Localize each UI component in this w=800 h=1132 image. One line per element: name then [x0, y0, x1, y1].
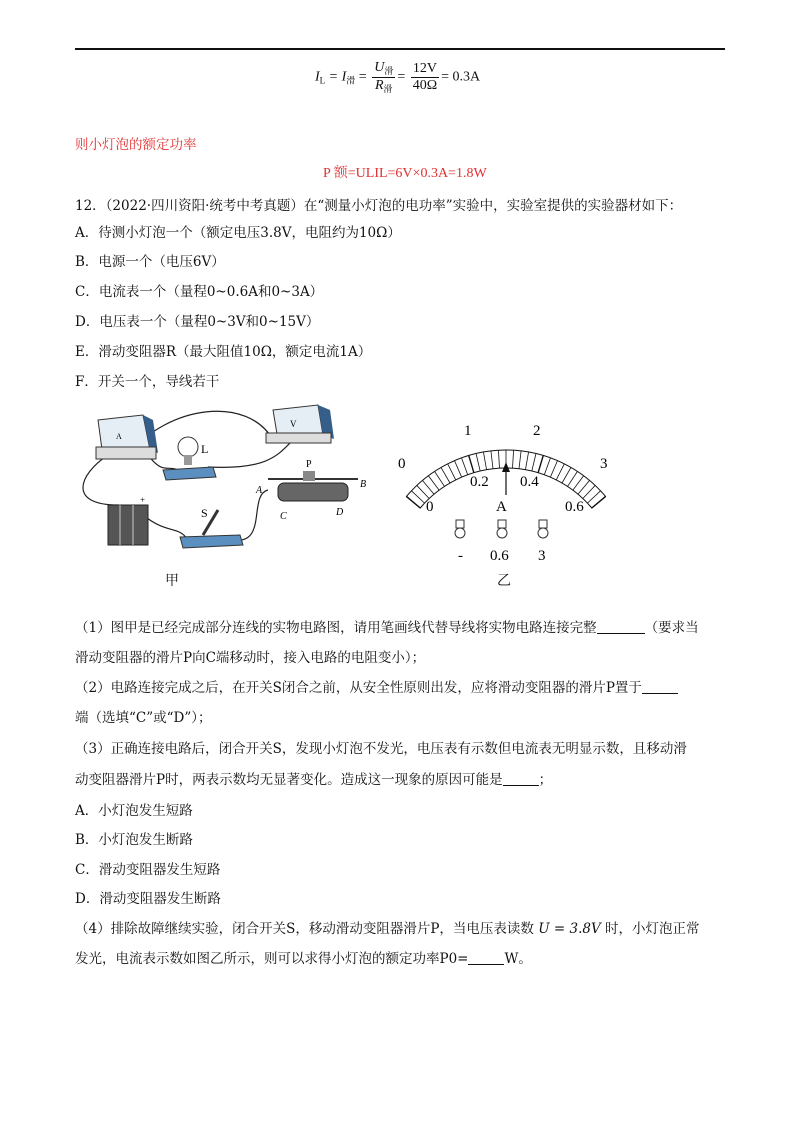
part3-line1: （3）正确连接电路后，闭合开关S，发现小灯泡不发光，电压表有示数但电流表无明显示数，且移动滑 — [75, 741, 687, 757]
dial-tick — [469, 455, 474, 472]
dial-tick — [462, 458, 468, 475]
formula-sub-l: L — [319, 75, 326, 86]
part3-end: ； — [538, 772, 553, 788]
current-formula: $I_L = I_滑$ = $\frac{U_滑}{R_滑}$ = $\frac{12V}{40\Omega}$ = 0.3A — [315, 60, 481, 94]
material-c: C．电流表一个（量程0~0.6A和0~3A） — [75, 284, 324, 300]
part4-text-c: 发光，电流表示数如图乙所示，则可以求得小灯泡的额定功率P0= — [75, 951, 469, 967]
dial-tick — [592, 496, 606, 508]
power-formula: P 额=ULIL=6V×0.3A=1.8W — [323, 166, 487, 181]
part2-line2: 端（选填“C”或“D”）； — [75, 710, 212, 726]
dial-tick — [422, 480, 434, 494]
part4-text-a: （4）排除故障继续实验，闭合开关S，移动滑动变阻器滑片P，当电压表读数 — [75, 921, 534, 937]
terminal-minus: - — [458, 548, 463, 564]
bottom-label-0-4: 0.4 — [520, 474, 539, 490]
material-b: B．电源一个（电压6V） — [75, 254, 225, 270]
terminal-0-6: 0.6 — [490, 548, 509, 564]
material-e: E．滑动变阻器R（最大阻值10Ω，额定电流1A） — [75, 344, 372, 360]
fraction-u-r — [372, 60, 395, 95]
part3-blank[interactable] — [503, 771, 539, 786]
terminal-c: C — [280, 511, 287, 522]
part4-blank[interactable] — [468, 950, 504, 965]
switch-label: S — [201, 506, 208, 520]
slider-label: P — [306, 459, 312, 470]
bottom-label-0-6: 0.6 — [565, 499, 584, 515]
battery — [108, 495, 148, 545]
figure-jia-caption: 甲 — [165, 573, 179, 589]
terminal-a: A — [256, 485, 263, 496]
dial-tick — [411, 491, 424, 503]
part1-line1 — [75, 618, 699, 638]
dial-tick — [578, 480, 590, 494]
question-stem: 12．（2022·四川资阳·统考中考真题）在“测量小灯泡的电功率”实验中，实验室提供的实验器材如下： — [75, 198, 683, 214]
top-rule — [75, 48, 725, 50]
part2-text-a: （2）电路连接完成之后，在开关S闭合之前，从安全性原则出发，应将滑动变阻器的滑片P置于 — [75, 680, 642, 696]
option-a: A．小灯泡发生短路 — [75, 803, 193, 819]
material-f: F．开关一个，导线若干 — [75, 374, 220, 390]
dial-terminals — [455, 520, 548, 538]
part4-voltage: U = 3.8V — [538, 921, 601, 937]
bottom-label-0-2: 0.2 — [470, 474, 489, 490]
bottom-label-0: 0 — [426, 499, 434, 515]
part3-text-b: 动变阻器滑片P时，两表示数均无显著变化。造成这一现象的原因可能是 — [75, 772, 503, 788]
dial-tick — [538, 455, 543, 472]
frac-den: 40Ω — [412, 78, 438, 93]
part2-line1 — [75, 678, 678, 698]
dial-tick — [513, 450, 514, 468]
dial-tick — [406, 496, 420, 508]
part2-blank[interactable] — [642, 679, 678, 694]
part4-text-b: 时，小灯泡正常 — [605, 921, 700, 937]
dial-tick — [587, 491, 600, 503]
dial-unit: A — [496, 499, 507, 515]
part4-line2 — [75, 949, 532, 969]
part4-line1 — [75, 919, 700, 939]
dial-tick — [441, 467, 450, 483]
frac-num: 12V — [411, 61, 439, 78]
formula-eq2: = — [355, 69, 367, 85]
option-b: B．小灯泡发生断路 — [75, 832, 193, 848]
switch — [180, 506, 243, 548]
voltmeter — [266, 405, 334, 443]
part1-text-a: （1）图甲是已经完成部分连线的实物电路图，请用笔画线代替导线将实物电路连接完整 — [75, 620, 597, 636]
formula-sub-slide: 滑 — [346, 75, 356, 86]
ammeter-label: A — [116, 432, 122, 441]
formula-i: I — [315, 69, 320, 85]
formula-result: = 0.3A — [441, 69, 481, 85]
terminal-3: 3 — [538, 548, 546, 564]
material-a: A．待测小灯泡一个（额定电压3.8V，电阻约为10Ω） — [75, 225, 401, 241]
top-label-3: 3 — [600, 456, 608, 472]
frac-r: R — [374, 78, 384, 93]
dial-tick — [556, 464, 564, 480]
dial-tick — [550, 461, 557, 478]
part4-end: W。 — [504, 951, 532, 967]
dial-tick — [428, 476, 439, 490]
dial-tick — [568, 471, 578, 486]
dial-tick — [525, 452, 528, 470]
dial-tick — [519, 451, 521, 469]
option-d: D．滑动变阻器发生断路 — [75, 891, 221, 907]
dial-tick — [448, 464, 456, 480]
dial-tick — [498, 450, 499, 468]
dial-tick — [562, 467, 571, 483]
voltmeter-label: V — [290, 419, 297, 429]
part1-text-b: （要求当 — [644, 620, 699, 636]
dial-tick — [532, 454, 536, 472]
circuit-diagram — [68, 395, 388, 560]
red-intro: 则小灯泡的额定功率 — [75, 137, 197, 153]
terminal-d: D — [336, 507, 344, 518]
dial-tick — [417, 485, 429, 498]
dial-tick — [583, 485, 595, 498]
dial-tick — [455, 461, 462, 478]
terminal-b: B — [360, 479, 367, 490]
frac-r-sub: 滑 — [383, 84, 393, 94]
frac-u: U — [374, 60, 385, 75]
ammeter-dial — [390, 410, 630, 575]
fraction-values — [411, 61, 439, 94]
top-label-1: 1 — [464, 423, 472, 439]
frac-u-sub: 滑 — [384, 66, 394, 76]
dial-tick — [476, 454, 480, 472]
top-label-0: 0 — [398, 456, 406, 472]
dial-tick — [544, 458, 550, 475]
figure-yi-caption: 乙 — [497, 573, 511, 589]
dial-tick — [435, 471, 445, 486]
rheostat — [255, 459, 366, 522]
ammeter — [96, 415, 158, 459]
part1-line2: 滑动变阻器的滑片P向C端移动时，接入电路的电阻变小）； — [75, 650, 426, 666]
option-c: C．滑动变阻器发生短路 — [75, 862, 221, 878]
battery-plus: + — [140, 495, 146, 505]
lamp-label: L — [201, 442, 209, 456]
dial-tick — [483, 452, 486, 470]
lamp — [163, 437, 216, 480]
dial-tick — [573, 476, 584, 490]
material-d: D．电压表一个（量程0~3V和0~15V） — [75, 314, 320, 330]
part1-blank[interactable] — [597, 619, 645, 634]
top-label-2: 2 — [533, 423, 541, 439]
formula-eq: = I — [325, 69, 347, 85]
dial-tick — [491, 451, 493, 469]
part3-line2 — [75, 770, 552, 790]
